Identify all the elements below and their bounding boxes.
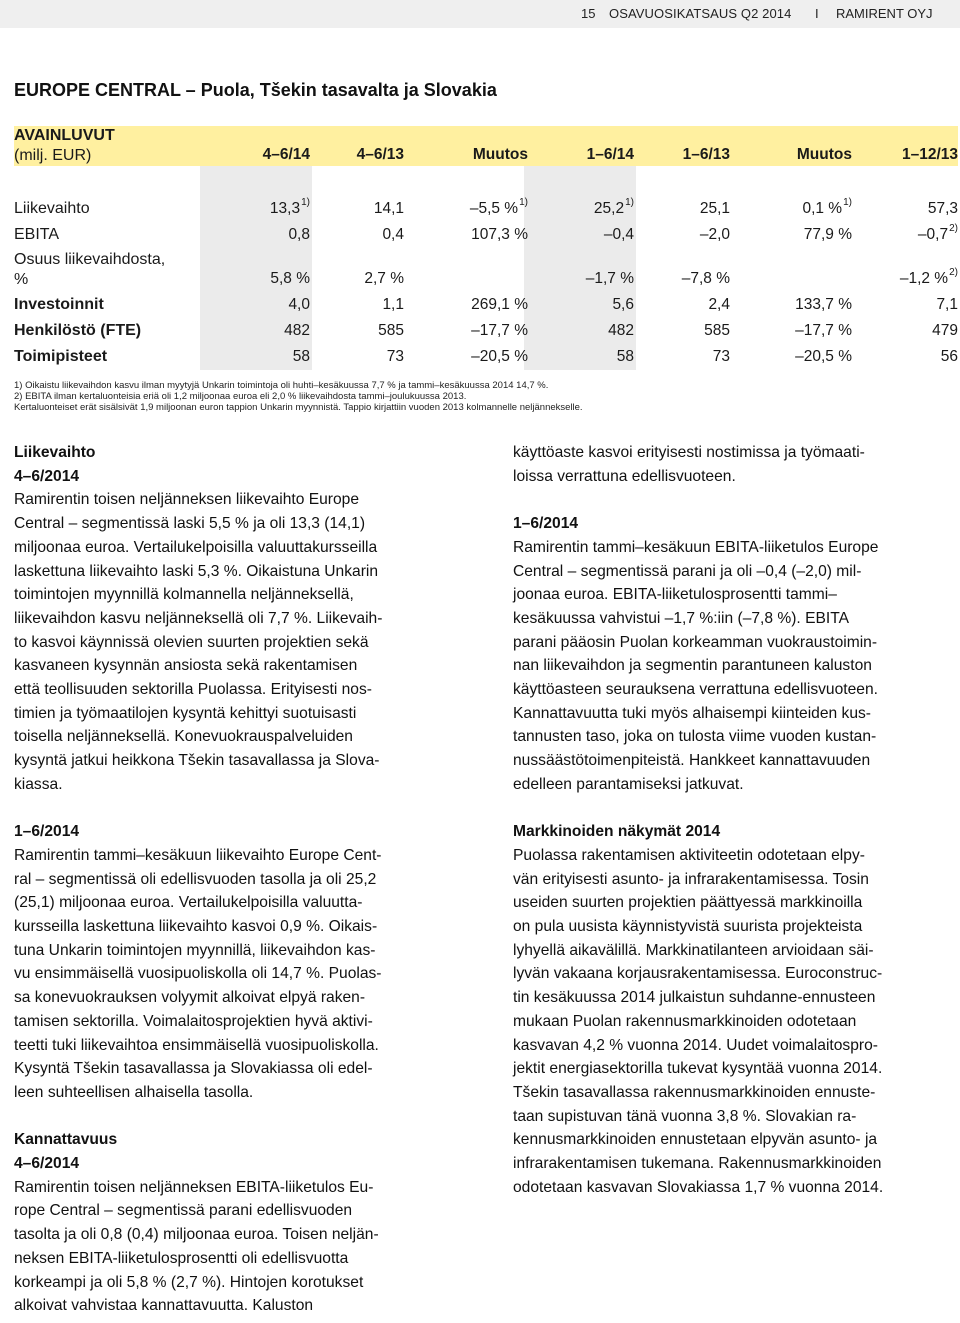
column-header: Muutos xyxy=(472,146,528,163)
text-line: to kasvoi käynnissä olevien suurten projektien sekä xyxy=(14,633,369,651)
table-cell: 107,3 % xyxy=(471,226,528,243)
table-cell: 269,1 % xyxy=(471,296,528,313)
row-label: Osuus liikevaihdosta, % xyxy=(14,251,166,288)
table-cell: 73 xyxy=(386,348,404,365)
table-cell: 2,7 % xyxy=(364,270,404,287)
table-cell: 585 xyxy=(378,322,404,339)
text-line: Puolassa rakentamisen aktiviteetin odotetaan elpy- xyxy=(513,846,865,864)
text-line: käyttöasteen seurauksena verrattuna edellisvuoteen. xyxy=(513,681,878,699)
text-line: Tšekin tasavallassa rakennusmarkkinoiden ennuste- xyxy=(513,1083,876,1101)
table-footnotes xyxy=(14,380,583,413)
text-line: korkeampi ja oli 5,8 % (2,7 %). Hintojen korotukset xyxy=(14,1273,364,1291)
text-line: parani pääosin Puolan korkeamman vuokraustoimin- xyxy=(513,633,878,651)
table-cell: 73 xyxy=(712,348,730,365)
footnote-marker: 2) xyxy=(949,223,958,234)
table-cell: 56 xyxy=(940,348,958,365)
text-line: kesäkuussa vahvistui –1,7 %:iin (–7,8 %). EBITA xyxy=(513,609,849,627)
text-line: toisella neljänneksellä. Konevuokrauspalveluiden xyxy=(14,728,353,746)
table-row xyxy=(14,222,958,248)
text-line: Ramirentin tammi–kesäkuun liikevaihto Europe Cent- xyxy=(14,846,382,864)
table-cell: 479 xyxy=(932,322,958,339)
text-line: alkoivat vahvistaa kannattavuutta. Kaluston xyxy=(14,1297,314,1315)
heading-kannattavuus: Kannattavuus xyxy=(14,1131,118,1149)
table-cell: 5,6 xyxy=(612,296,634,313)
table-cell: 2,4 xyxy=(708,296,730,313)
text-line: odotetaan kasvavan Slovakiassa 1,7 % vuonna 2014. xyxy=(513,1178,884,1196)
text-line: infrarakentamisen tukemana. Rakennusmarkkinoiden xyxy=(513,1155,882,1173)
running-header xyxy=(0,0,960,28)
table-cell: 0,1 %$^{1)}$ xyxy=(802,197,852,217)
table-row xyxy=(14,292,958,318)
company-name: RAMIRENT OYJ xyxy=(836,6,933,21)
table-cell: 0,4 xyxy=(382,226,404,243)
text-line: tamisen sektorilla. Voimalaitosprojektien hyvä aktivi- xyxy=(14,1012,373,1030)
text-line: vän erityisesti asunto- ja infrarakentamisessa. Tosin xyxy=(513,870,869,888)
column-header: 1–12/13 xyxy=(901,146,958,163)
text-line: miljoonaa euroa. Vertailukelpoisilla valuuttakursseilla xyxy=(14,538,378,556)
text-line: joonaa euroa. EBITA-liiketulosprosentti tammi– xyxy=(513,586,837,604)
text-line: että teollisuuden sektorilla Puolassa. Erityisesti nos- xyxy=(14,681,372,699)
table-cell: 7,1 xyxy=(936,296,958,313)
heading-liikevaihto: Liikevaihto xyxy=(14,444,96,461)
footnote-marker: 1) xyxy=(519,197,528,208)
row-label: Henkilöstö (FTE) xyxy=(14,322,142,339)
table-cell: –20,5 % xyxy=(471,348,528,365)
text-line: Central – segmentissä laski 5,5 % ja oli 13,3 (14,1) xyxy=(14,515,366,533)
table-cell: –0,4 xyxy=(603,226,634,243)
header-separator: I xyxy=(815,6,819,21)
text-line: kasvaneen kysynnän ansiosta sekä rakentamisen xyxy=(14,657,358,675)
table-cell: 0,8 xyxy=(288,226,310,243)
text-line: timien ja työmaatilojen kysyntä kehittyi suotuisasti xyxy=(14,704,357,722)
text-line: loissa verrattuna edellisvuoteen. xyxy=(513,467,736,485)
table-cell: 4,0 xyxy=(288,296,310,313)
text-line: jektit energiasektorilla tukevat kysyntää vuonna 2014. xyxy=(513,1060,883,1078)
text-line: nan liikevaihdon ja segmentin parantuneen kaluston xyxy=(513,657,872,675)
column-header: 4–6/13 xyxy=(356,146,404,163)
section-title: EUROPE CENTRAL – Puola, Tšekin tasavalta ja Slovakia xyxy=(14,80,497,100)
right-text-column xyxy=(513,441,945,1199)
table-row xyxy=(14,318,958,344)
text-line: on pula uusista käynnistyvistä suurista projekteista xyxy=(513,918,863,936)
footnote-marker: 2) xyxy=(949,267,958,278)
table-cell: –0,7$^{2)}$ xyxy=(917,223,958,243)
paragraph-revenue-q2 xyxy=(14,488,446,796)
text-line: neksen EBITA-liiketulosprosentti oli edellisvuotta xyxy=(14,1249,349,1267)
table-cell: 585 xyxy=(704,322,730,339)
paragraph-profit-q2-continued xyxy=(513,441,945,488)
text-line: sa konevuokrauksen volyymit alkoivat elpyä raken- xyxy=(14,989,366,1007)
table-cell: 1,1 xyxy=(382,296,404,313)
footnote-marker: 1) xyxy=(625,197,634,208)
table-cell: 57,3 xyxy=(927,200,958,217)
table-cell: 13,3$^{1)}$ xyxy=(269,197,310,217)
text-line: kursseilla laskettuna liikevaihto kasvoi 0,9 %. Oikais- xyxy=(14,918,378,936)
table-cell: 58 xyxy=(292,348,310,365)
subheading-q2: 4–6/2014 xyxy=(14,467,80,485)
text-line: laskettuna liikevaihto laski 5,3 %. Oikaistuna Unkarin xyxy=(14,562,379,580)
text-line: mukaan Puolan rakennusmarkkinoiden odotetaan xyxy=(513,1012,857,1030)
footnote: 1) Oikaistu liikevaihdon kasvu ilman myytyjä Unkarin toimintoja oli huhti–kesäkuussa 7,7 % ja tammi–kesäkuussa 2014 14,7 %. xyxy=(14,380,549,391)
text-line: vu ensimmäisellä vuosipuoliskolla oli 14,7 %. Puolas- xyxy=(14,965,382,983)
column-header: Muutos xyxy=(796,146,852,163)
text-line: tannusten taso, joka on tulosta viime vuoden kustan- xyxy=(513,728,877,746)
subheading-profit-q2: 4–6/2014 xyxy=(14,1155,80,1173)
table-row xyxy=(14,251,958,292)
footnote: 2) EBITA ilman kertaluonteisia eriä oli 1,2 miljoonaa euroa eli 2,0 % liikevaihdosta tammi–joulukuussa 2013. xyxy=(14,391,467,402)
text-line: Kysyntä Tšekin tasavallassa ja Slovakiassa oli edel- xyxy=(14,1060,373,1078)
text-line: rope Central – segmentissä parani edellisvuoden xyxy=(14,1202,353,1220)
text-line: lyhyellä aikavälillä. Markkinatilanteen arvioidaan säi- xyxy=(513,941,874,959)
footnote-marker: 1) xyxy=(843,197,852,208)
table-cell: 5,8 % xyxy=(270,270,310,287)
text-line: nussäästötoimenpiteistä. Hankkeet kannattavuuden xyxy=(513,752,871,770)
table-cell: –5,5 %$^{1)}$ xyxy=(469,197,528,217)
left-text-column xyxy=(14,441,446,1318)
text-line: tin kesäkuussa 2014 julkaistun suhdanne-ennusteen xyxy=(513,989,876,1007)
row-label: Investoinnit xyxy=(14,296,104,313)
text-line: Kannattavuutta tuki myös alhaisempi kiinteiden kus- xyxy=(513,704,871,722)
heading-market-outlook: Markkinoiden näkymät 2014 xyxy=(513,823,721,841)
paragraph-profit-q2 xyxy=(14,1176,446,1318)
text-line: tasolta ja oli 0,8 (0,4) miljoonaa euroa. Toisen neljän- xyxy=(14,1226,379,1244)
text-line: edelleen parantamiseksi jatkuvat. xyxy=(513,775,744,793)
table-header-row: AVAINLUVUT (milj. EUR) 4–6/14 4–6/13 Muutos 1–6/14 1–6/13 Muutos 1–12/13 xyxy=(14,127,958,164)
text-line: (25,1) miljoonaa euroa. Vertailukelpoisilla valuutta- xyxy=(14,894,363,912)
text-line: kysyntä jatkui heikkona Tšekin tasavallassa ja Slova- xyxy=(14,752,380,770)
key-figures-table xyxy=(14,126,958,370)
table-cell: 482 xyxy=(284,322,310,339)
table-cell: 482 xyxy=(608,322,634,339)
text-line: toimintojen myynnillä kolmannella neljänneksellä, xyxy=(14,586,354,604)
subheading-profit-h1: 1–6/2014 xyxy=(513,515,579,533)
text-line: Central – segmentissä parani ja oli –0,4 (–2,0) mil- xyxy=(513,562,862,580)
table-cell: –1,2 %$^{2)}$ xyxy=(899,267,958,287)
footnote: Kertaluonteiset erät sisälsivät 1,9 miljoonan euron tappion Unkarin myynnistä. Tappio kirjattiin vuoden 2013 kolmannelle neljännekselle. xyxy=(14,402,583,413)
table-cell: 25,1 xyxy=(699,200,730,217)
text-line: leen suhteellisen alhaisella tasolla. xyxy=(14,1083,254,1101)
text-line: Ramirentin toisen neljänneksen EBITA-liiketulos Eu- xyxy=(14,1178,374,1196)
text-line: tuna Unkarin toimintojen myynnillä, liikevaihdon kas- xyxy=(14,941,376,959)
table-row xyxy=(14,344,958,370)
table-cell: –7,8 % xyxy=(681,270,730,287)
row-label: Toimipisteet xyxy=(14,348,108,365)
report-title: OSAVUOSIKATSAUS Q2 2014 xyxy=(609,6,792,21)
paragraph-revenue-h1 xyxy=(14,844,446,1105)
text-line: Ramirentin toisen neljänneksen liikevaihto Europe xyxy=(14,491,359,509)
table-cell: 58 xyxy=(616,348,634,365)
table-cell: 133,7 % xyxy=(795,296,852,313)
table-cell: –17,7 % xyxy=(795,322,852,339)
table-cell: –2,0 xyxy=(699,226,730,243)
subheading-h1: 1–6/2014 xyxy=(14,823,80,841)
text-line: taan supistuvan tänä vuonna 3,8 %. Slovakian ra- xyxy=(513,1107,857,1125)
row-label: Liikevaihto xyxy=(14,200,90,217)
column-header: 1–6/14 xyxy=(586,146,634,163)
text-line: ral – segmentissä oli edellisvuoden tasolla ja oli 25,2 xyxy=(14,870,377,888)
footnote-marker: 1) xyxy=(301,197,310,208)
paragraph-market-outlook xyxy=(513,844,945,1200)
table-cell: 77,9 % xyxy=(803,226,852,243)
table-cell: –17,7 % xyxy=(471,322,528,339)
text-line: kennusmarkkinoiden ennustetaan elpyvän asunto- ja xyxy=(513,1131,878,1149)
text-line: kasvavan 4,2 % vuonna 2014. Uudet voimalaitospro- xyxy=(513,1036,878,1054)
text-line: Ramirentin tammi–kesäkuun EBITA-liiketulos Europe xyxy=(513,538,879,556)
column-header: 4–6/14 xyxy=(262,146,310,163)
text-line: kiassa. xyxy=(14,775,63,793)
text-line: teetti tuki liikevaihtoa ensimmäisellä vuosipuoliskolla. xyxy=(14,1036,379,1054)
text-line: käyttöaste kasvoi erityisesti nostimissa ja työmaati- xyxy=(513,444,865,461)
table-cell: –1,7 % xyxy=(585,270,634,287)
text-line: lyvän vakaana korjausrakentamisessa. Euroconstruc- xyxy=(513,965,883,983)
table-cell: –20,5 % xyxy=(795,348,852,365)
text-line: liikevaihdon kasvu neljänneksellä oli 7,7 %. Liikevaih- xyxy=(14,609,383,627)
row-label: EBITA xyxy=(14,226,60,243)
page-number: 15 xyxy=(581,6,596,21)
column-header: 1–6/13 xyxy=(682,146,730,163)
paragraph-profit-h1 xyxy=(513,536,945,797)
table-row xyxy=(14,196,958,222)
table-cell: 14,1 xyxy=(373,200,404,217)
table-cell: 25,2$^{1)}$ xyxy=(593,197,634,217)
text-line: useiden suurten projektien päättyessä markkinoilla xyxy=(513,894,863,912)
